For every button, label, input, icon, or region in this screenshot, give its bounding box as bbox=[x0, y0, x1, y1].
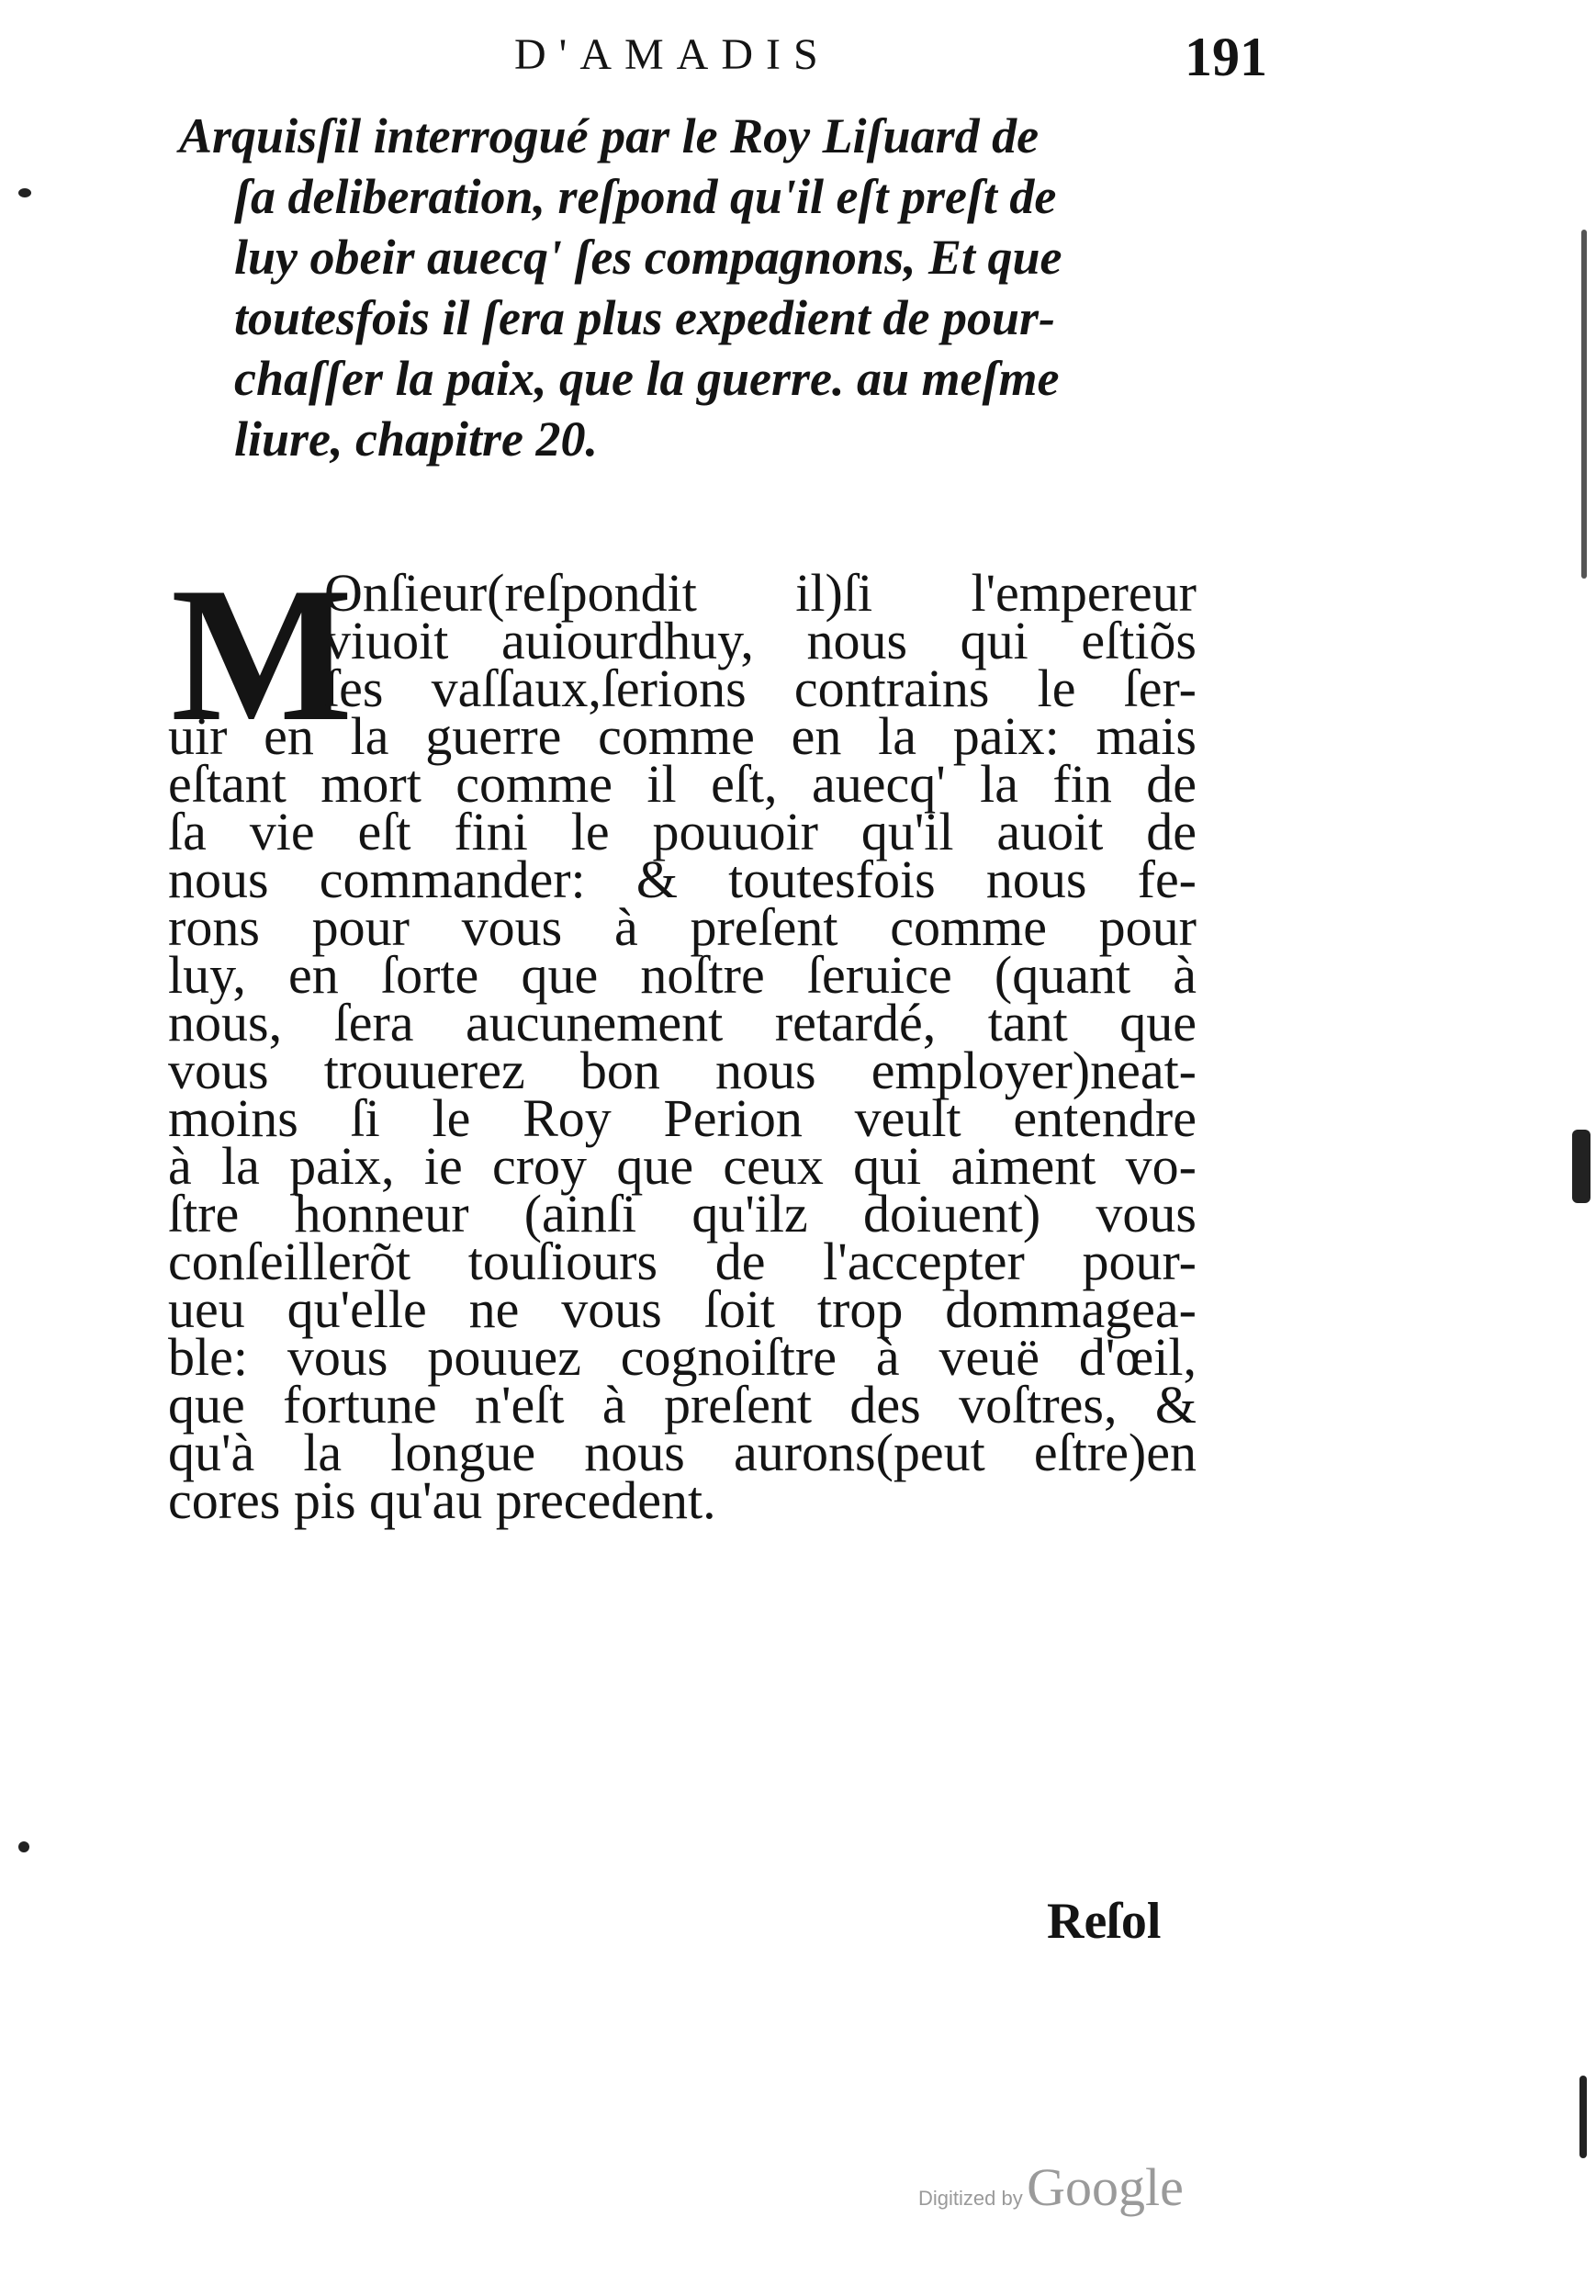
summary-line: luy obeir auecq' ſes compagnons, Et que bbox=[234, 230, 1062, 285]
summary-line: liure, chapitre 20. bbox=[234, 411, 599, 467]
scan-speck bbox=[1572, 1130, 1590, 1203]
watermark-prefix: Digitized by bbox=[918, 2187, 1023, 2210]
body-line: qu'à la longue nous aurons(peut eſtre)en bbox=[168, 1423, 1197, 1482]
catchword: Reſol bbox=[1047, 1893, 1162, 1950]
body-line: que fortune n'eſt à preſent des voſtres, & bbox=[168, 1375, 1197, 1435]
body-line: ſa vie eſt fini le pouuoir qu'il auoit de bbox=[168, 802, 1197, 861]
body-line: ſes vaſſaux,ſerions contrains le ſer- bbox=[324, 658, 1197, 718]
body-line: ueu qu'elle ne vous ſoit trop dommagea- bbox=[168, 1279, 1197, 1339]
body-text bbox=[168, 548, 1197, 1530]
body-line: ble: vous pouuez cognoiſtre à veuë d'œil, bbox=[168, 1327, 1197, 1387]
scan-speck bbox=[1581, 230, 1587, 579]
scan-speck bbox=[18, 188, 31, 197]
drop-cap: M bbox=[171, 548, 354, 761]
body-line: rons pour vous à preſent comme pour bbox=[168, 897, 1197, 957]
scan-speck bbox=[18, 1841, 29, 1852]
body-line: Onſieur(reſpondit il)ſi l'empereur bbox=[324, 563, 1197, 623]
scan-speck bbox=[1579, 2076, 1587, 2158]
body-line: cores pis qu'au precedent. bbox=[168, 1470, 716, 1530]
summary-line: Arquisſil interrogué par le Roy Liſuard de bbox=[179, 108, 1040, 163]
summary-line: chaſſer la paix, que la guerre. au meſme bbox=[234, 351, 1060, 406]
summary-line: toutesfois il ſera plus expedient de pour- bbox=[234, 290, 1055, 345]
page-number: 191 bbox=[1185, 27, 1267, 87]
body-line: à la paix, ie croy que ceux qui aiment vo- bbox=[168, 1136, 1197, 1196]
body-line: nous, ſera aucunement retardé, tant que bbox=[168, 993, 1197, 1052]
body-line: eſtant mort comme il eſt, auecq' la fin de bbox=[168, 754, 1197, 814]
body-line: conſeillerõt touſiours de l'accepter pour- bbox=[168, 1232, 1197, 1291]
summary-line: ſa deliberation, reſpond qu'il eſt preſt de bbox=[234, 169, 1057, 224]
watermark-brand: Google bbox=[1027, 2157, 1184, 2217]
body-line: viuoit auiourdhuy, nous qui eſtiõs bbox=[324, 611, 1197, 670]
body-line: vous trouuerez bon nous employer)neat- bbox=[168, 1041, 1197, 1100]
body-line: moins ſi le Roy Perion veult entendre bbox=[168, 1088, 1197, 1148]
body-line: luy, en ſorte que noſtre ſeruice (quant à bbox=[168, 945, 1197, 1005]
chapter-summary bbox=[179, 106, 1208, 469]
running-head: D'AMADIS bbox=[514, 30, 831, 79]
body-line: ſtre honneur (ainſi qu'ilz doiuent) vous bbox=[168, 1184, 1197, 1244]
digitized-watermark bbox=[918, 2156, 1184, 2218]
body-line: uir en la guerre comme en la paix: mais bbox=[168, 706, 1197, 766]
body-line: nous commander: & toutesfois nous fe- bbox=[168, 850, 1197, 909]
